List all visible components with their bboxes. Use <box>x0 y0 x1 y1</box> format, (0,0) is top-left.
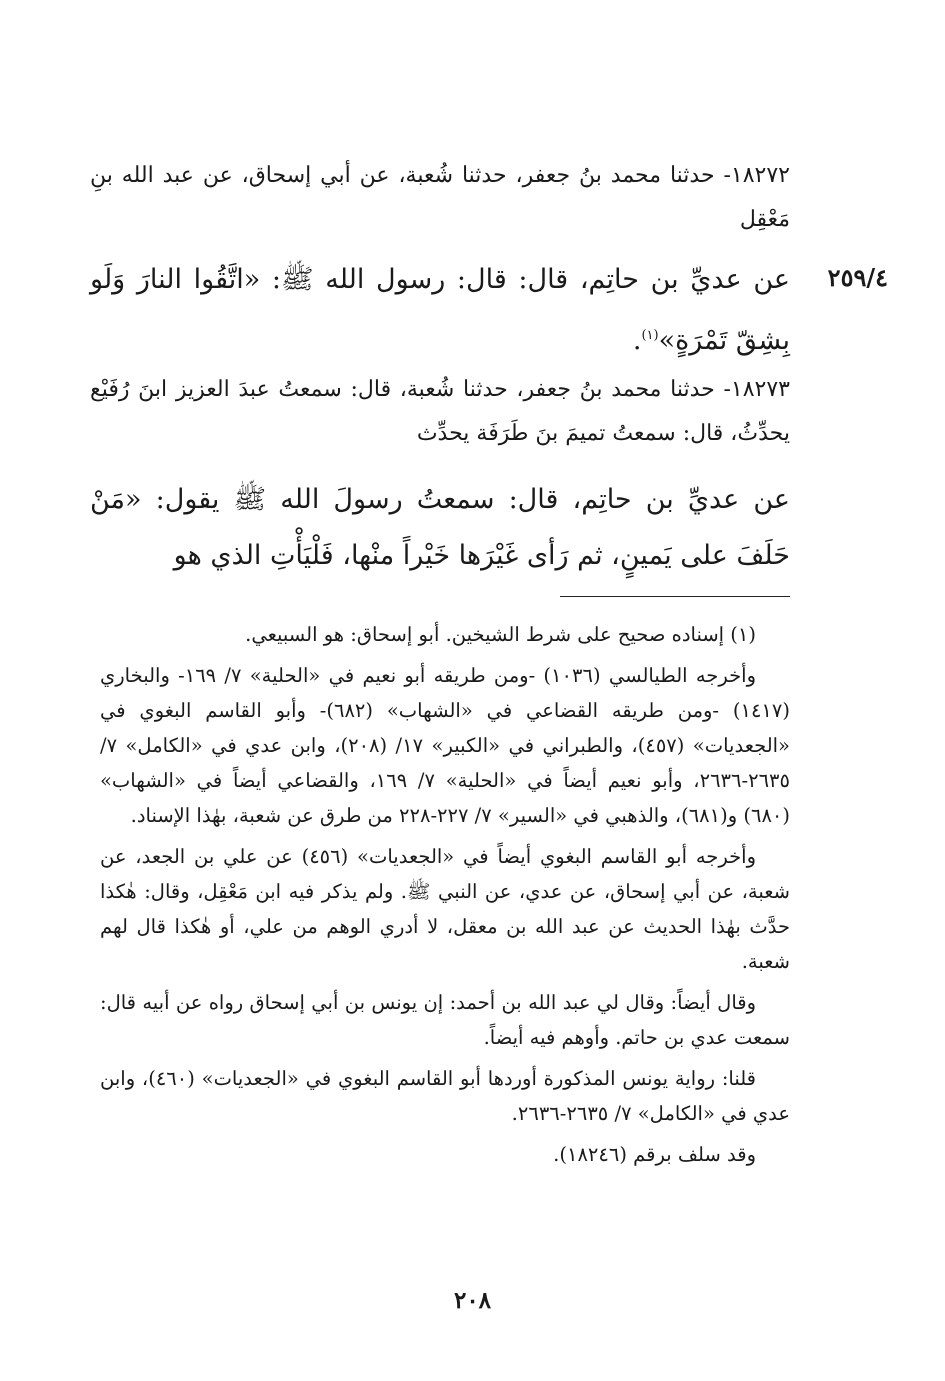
footnote-paragraph: وقد سلف برقم (١٨٢٤٦). <box>553 1143 756 1166</box>
margin-volume-page-reference: ٢٥٩/٤ <box>827 263 888 292</box>
footnote-paragraph: وأخرجه أبو القاسم البغوي أيضاً في «الجعديات» (٤٥٦) عن علي بن الجعد، عن شعبة، عن أبي إسحاق، عن عدي، عن النبي ﷺ. ولم يذكر فيه ابن مَعْقِل، وقال: هٰكذا حدَّث بهٰذا الحديث عن عبد الله بن معقل، لا أدري الوهم من علي، أو هٰكذا قال لهم شعبة. <box>100 845 790 973</box>
footnote-paragraph: (١) إسناده صحيح على شرط الشيخين. أبو إسحاق: هو السبيعي. <box>245 623 756 646</box>
hadith-18272-matn <box>90 252 790 369</box>
footnote-paragraph: وقال أيضاً: وقال لي عبد الله بن أحمد: إن يونس بن أبي إسحاق رواه عن أبيه قال: سمعت عدي بن حاتم. وأوهم فيه أيضاً. <box>100 991 790 1049</box>
hadith-18272-matn-end: . <box>632 325 642 356</box>
footnote-separator <box>560 596 790 597</box>
footnote-paragraph: قلنا: رواية يونس المذكورة أوردها أبو القاسم البغوي في «الجعديات» (٤٦٠)، وابن عدي في «الكامل» ٧/ ٢٦٣٥-٢٦٣٦. <box>100 1067 790 1125</box>
hadith-18273-matn: عن عديِّ بن حاتِم، قال: سمعتُ رسولَ الله ﷺ يقول: «مَنْ حَلَفَ على يَمينٍ، ثم رَأى غَيْرَها خَيْراً منْها، فَلْيَأْتِ الذي هو <box>90 484 790 571</box>
footnote-paragraph: وأخرجه الطيالسي (١٠٣٦) -ومن طريقه أبو نعيم في «الحلية» ٧/ ١٦٩- والبخاري (١٤١٧) -ومن طريقه القضاعي في «الشهاب» (٦٨٢)- وأبو القاسم البغوي في «الجعديات» (٤٥٧)، والطبراني في «الكبير» ١٧/ (٢٠٨)، وابن عدي في «الكامل» ٧/ ٢٦٣٥-٢٦٣٦، وأبو نعيم أيضاً في «الحلية» ٧/ ١٦٩، والقضاعي أيضاً في «الشهاب» (٦٨٠) و(٦٨١)، والذهبي في «السير» ٧/ ٢٢٧-٢٢٨ من طرق عن شعبة، بهٰذا الإسناد. <box>100 664 790 827</box>
footnotes-section <box>100 617 790 1178</box>
page-number: ٢٠٨ <box>453 1287 492 1314</box>
hadith-18272-matn-text: عن عديِّ بن حاتِم، قال: قال: رسول الله ﷺ: «اتَّقُوا النارَ وَلَو بِشِقّ تَمْرَةٍ» <box>90 264 790 356</box>
hadith-18272-isnad: ١٨٢٧٢- حدثنا محمد بنُ جعفر، حدثنا شُعبة، عن أبي إسحاق، عن عبد الله بنِ مَعْقِل <box>90 163 790 232</box>
footnote-marker: (١) <box>641 328 659 343</box>
hadith-18273-isnad: ١٨٢٧٣- حدثنا محمد بنُ جعفر، حدثنا شُعبة، قال: سمعتُ عبدَ العزيز ابنَ رُفَيْع يحدِّثُ، قال: سمعتُ تميمَ بنَ طَرَفَة يحدِّث <box>90 377 790 446</box>
